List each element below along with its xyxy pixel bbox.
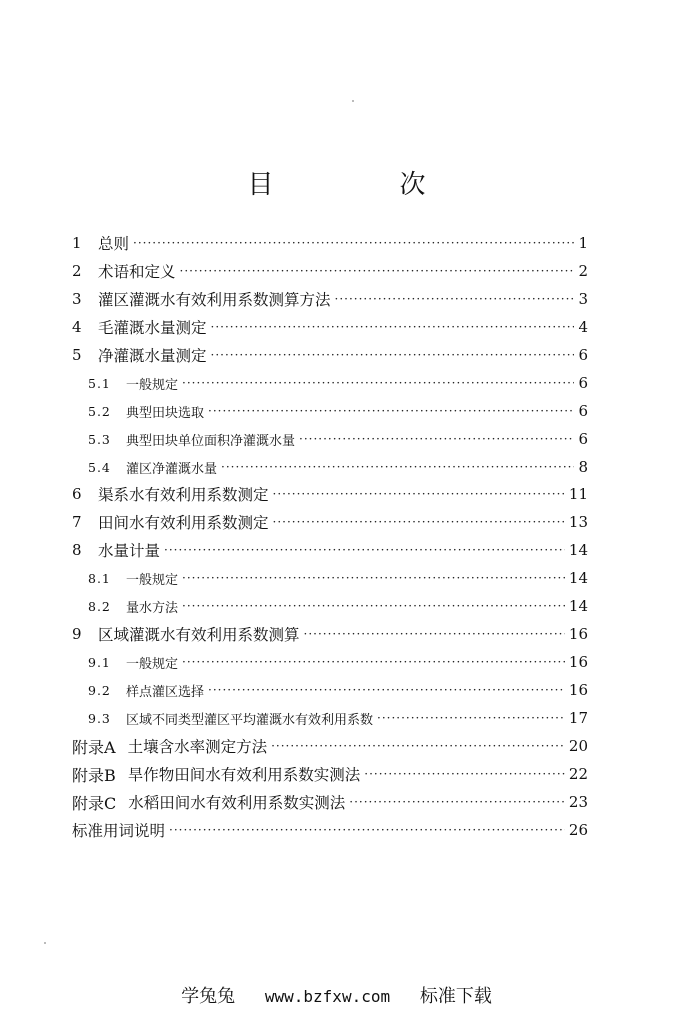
- toc-leader-dots: [182, 376, 574, 390]
- toc-entry-number: 6: [72, 485, 82, 503]
- toc-entry-5-4[interactable]: [88, 455, 588, 479]
- toc-entry-page: 16: [568, 653, 588, 671]
- toc-entry-page: 2: [578, 262, 588, 280]
- toc-entry-number: 5.4: [88, 459, 111, 475]
- toc-entry-number: 5.2: [88, 403, 111, 419]
- toc-entry-number: 9.1: [88, 654, 111, 670]
- toc-entry-3[interactable]: [72, 287, 588, 311]
- toc-entry-9-2[interactable]: [88, 678, 588, 702]
- toc-entry-title: 区域灌溉水有效利用系数测算: [98, 626, 300, 644]
- toc-entry-page: 14: [568, 541, 588, 559]
- toc-entry-number: 8.2: [88, 598, 111, 614]
- toc-leader-dots: [221, 460, 574, 474]
- toc-leader-dots: [169, 823, 565, 837]
- toc-entry-page: 6: [578, 430, 588, 448]
- toc-entry-page: 14: [568, 597, 588, 615]
- toc-entry-page: 8: [578, 458, 588, 476]
- toc-entry-7[interactable]: [72, 510, 588, 534]
- toc-leader-dots: [299, 432, 574, 446]
- toc-entry-title: 一般规定: [126, 656, 179, 672]
- watermark-footer: [0, 982, 673, 1008]
- toc-entry-number: 9.3: [88, 710, 111, 726]
- toc-entry-number: 5.1: [88, 375, 111, 391]
- toc-entry-title: 毛灌溉水量测定: [98, 319, 207, 337]
- toc-entry-page: 17: [568, 709, 588, 727]
- toc-entry-page: 4: [578, 318, 588, 336]
- toc-leader-dots: [273, 515, 565, 529]
- toc-entry-number: 附录B: [72, 765, 116, 785]
- toc-entry-page: 14: [568, 569, 588, 587]
- toc-leader-dots: [208, 404, 574, 418]
- toc-entry-title: 灌区净灌溉水量: [126, 461, 218, 477]
- toc-entry-page: 13: [568, 513, 588, 531]
- toc-entry-number: 8: [72, 541, 82, 559]
- toc-entry-number: 4: [72, 318, 82, 336]
- toc-entry-1[interactable]: [72, 231, 588, 255]
- toc-entry-title: 田间水有效利用系数测定: [98, 514, 269, 532]
- scan-speck: [44, 942, 46, 944]
- toc-entry-title: 灌区灌溉水有效利用系数测算方法: [98, 291, 331, 309]
- toc-leader-dots: [182, 571, 565, 585]
- toc-leader-dots: [208, 683, 565, 697]
- toc-entry-9-1[interactable]: [88, 650, 588, 674]
- toc-entry-title: 土壤含水率测定方法: [127, 738, 268, 756]
- toc-entry-6[interactable]: [72, 482, 588, 506]
- footer-site-name: 学兔兔: [181, 986, 236, 1007]
- toc-entry-title: 典型田块单位面积净灌溉水量: [126, 433, 296, 449]
- toc-entry-number: 8.1: [88, 570, 111, 586]
- toc-leader-dots: [271, 739, 565, 753]
- toc-entry-terms[interactable]: [72, 818, 588, 842]
- toc-entry-number: 9: [72, 625, 82, 643]
- toc-entry-page: 11: [568, 485, 588, 503]
- toc-entry-page: 20: [568, 737, 588, 755]
- page-title: 目 次: [247, 170, 476, 200]
- toc-entry-number: 1: [72, 234, 82, 252]
- footer-url[interactable]: www.bzfxw.com: [264, 987, 391, 1006]
- toc-entry-title: 水稻田间水有效利用系数实测法: [128, 794, 346, 812]
- toc-entry-5[interactable]: [72, 343, 588, 367]
- toc-entry-title: 典型田块选取: [126, 405, 205, 421]
- toc-entry-title: 总则: [98, 235, 130, 253]
- toc-entry-title: 旱作物田间水有效利用系数实测法: [127, 766, 361, 784]
- toc-entry-number: 5.3: [88, 431, 111, 447]
- toc-entry-9[interactable]: [72, 622, 588, 646]
- scan-speck: [352, 100, 354, 102]
- toc-entry-page: 16: [568, 681, 588, 699]
- toc-leader-dots: [335, 292, 575, 306]
- toc-entry-number: 附录A: [72, 737, 116, 757]
- toc-entry-page: 16: [568, 625, 588, 643]
- toc-entry-appendix-c[interactable]: [72, 790, 588, 814]
- toc-entry-page: 26: [568, 821, 588, 839]
- toc-entry-appendix-a[interactable]: [72, 734, 588, 758]
- toc-leader-dots: [364, 767, 565, 781]
- toc-entry-page: 6: [578, 346, 588, 364]
- toc-entry-page: 22: [568, 765, 588, 783]
- toc-entry-title: 术语和定义: [98, 263, 176, 281]
- toc-entry-number: 7: [72, 513, 82, 531]
- toc-entry-page: 6: [578, 374, 588, 392]
- toc-entry-number: 2: [72, 262, 82, 280]
- footer-tagline: 标准下载: [419, 986, 492, 1007]
- toc-entry-number: 9.2: [88, 682, 111, 698]
- toc-leader-dots: [133, 236, 574, 250]
- toc-entry-4[interactable]: [72, 315, 588, 339]
- toc-leader-dots: [180, 264, 575, 278]
- toc-entry-page: 1: [578, 234, 588, 252]
- toc-entry-8-1[interactable]: [88, 566, 588, 590]
- toc-entry-8[interactable]: [72, 538, 588, 562]
- toc-entry-8-2[interactable]: [88, 594, 588, 618]
- toc-leader-dots: [182, 599, 565, 613]
- toc-entry-number: 附录C: [72, 793, 117, 813]
- toc-leader-dots: [304, 627, 565, 641]
- toc-leader-dots: [273, 487, 565, 501]
- toc-entry-number: 5: [72, 346, 82, 364]
- toc-leader-dots: [349, 795, 565, 809]
- toc-entry-number: 3: [72, 290, 82, 308]
- toc-entry-title: 水量计量: [98, 542, 161, 560]
- toc-entry-title: 样点灌区选择: [126, 684, 205, 700]
- toc-entry-2[interactable]: [72, 259, 588, 283]
- toc-leader-dots: [182, 655, 565, 669]
- toc-entry-title: 标准用词说明: [72, 822, 166, 840]
- toc-entry-5-1[interactable]: [88, 371, 588, 395]
- toc-entry-title: 区域不同类型灌区平均灌溉水有效利用系数: [126, 712, 374, 728]
- toc-entry-page: 3: [578, 290, 588, 308]
- toc-entry-page: 23: [568, 793, 588, 811]
- toc-entry-title: 一般规定: [126, 377, 179, 393]
- toc-entry-title: 渠系水有效利用系数测定: [98, 486, 269, 504]
- toc-entry-title: 净灌溉水量测定: [98, 347, 207, 365]
- toc-entry-title: 一般规定: [126, 572, 179, 588]
- toc-entry-appendix-b[interactable]: [72, 762, 588, 786]
- toc-entry-page: 6: [578, 402, 588, 420]
- toc-entry-title: 量水方法: [126, 600, 179, 616]
- toc-entry-5-3[interactable]: [88, 427, 588, 451]
- toc-leader-dots: [164, 543, 565, 557]
- toc-leader-dots: [211, 320, 575, 334]
- toc-entry-9-3[interactable]: [88, 706, 588, 730]
- toc-leader-dots: [377, 711, 565, 725]
- toc-leader-dots: [211, 348, 575, 362]
- toc-entry-5-2[interactable]: [88, 399, 588, 423]
